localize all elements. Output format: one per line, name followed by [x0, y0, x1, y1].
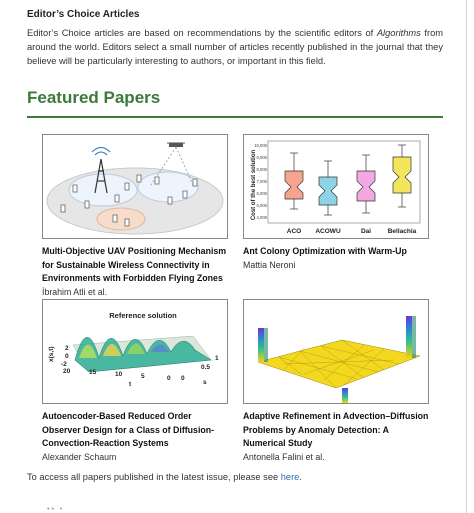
- paper-card[interactable]: [42, 299, 228, 464]
- thumb-s-tick: 1: [215, 355, 219, 362]
- paper-title[interactable]: Multi-Objective UAV Positioning Mechanism for Sustainable Wireless Connectivity in Environments with Forbidden Flying Zones: [42, 246, 227, 283]
- thumb-tick: 5,000: [256, 203, 267, 208]
- thumb-tick: 8,000: [256, 167, 267, 172]
- paper-authors: Mattia Neroni: [243, 259, 296, 270]
- intro-text-2: from around the world. Editors select a small number of articles recently published in the journal that they believe will be particularly interesting to authors, or important in this field.: [27, 28, 443, 66]
- footer-text: To access all papers published in the latest issue, please see: [27, 472, 281, 482]
- thumb-category: Bellachia: [387, 228, 417, 235]
- footer-note: [27, 472, 302, 482]
- intro-text-1: Editor’s Choice articles are based on recommendations by the scientific editors of: [27, 28, 377, 38]
- thumb-z-tick: -2: [61, 361, 67, 368]
- thumb-category: ACOWU: [315, 228, 341, 235]
- paper-thumbnail[interactable]: [243, 299, 429, 404]
- thumb-s-tick: 0: [181, 375, 185, 382]
- thumb-tick: 6,000: [256, 191, 267, 196]
- intro-paragraph: [27, 26, 443, 68]
- heading-divider: [27, 116, 443, 118]
- share-icons: •• •: [47, 506, 65, 513]
- mesh-surface-plot-icon: [244, 300, 428, 403]
- thumb-t-tick: 15: [89, 369, 97, 376]
- uav-network-diagram-icon: [43, 135, 227, 238]
- thumb-z-tick: 2: [65, 345, 69, 352]
- section-title: Editor’s Choice Articles: [27, 9, 140, 20]
- paper-thumbnail[interactable]: [42, 299, 228, 404]
- paper-card[interactable]: [42, 134, 228, 299]
- thumb-t-tick: 0: [167, 375, 171, 382]
- paper-title[interactable]: Autoencoder-Based Reduced Order Observer Design for a Class of Diffusion-Convection-Reaction Systems: [42, 411, 215, 448]
- thumb-t-tick: 20: [63, 368, 71, 375]
- page-border: [466, 0, 467, 513]
- paper-card[interactable]: [243, 134, 429, 272]
- footer-end: .: [299, 472, 302, 482]
- paper-card[interactable]: [243, 299, 429, 464]
- paper-thumbnail[interactable]: [243, 134, 429, 239]
- paper-title[interactable]: Adaptive Refinement in Advection–Diffusion Problems by Anomaly Detection: A Numerical Study: [243, 411, 429, 448]
- paper-thumbnail[interactable]: [42, 134, 228, 239]
- boxplot-chart-icon: [244, 135, 428, 238]
- featured-papers-heading: Featured Papers: [27, 88, 161, 107]
- thumb-title: Reference solution: [109, 311, 177, 320]
- thumb-z-tick: 0: [65, 353, 69, 360]
- thumb-category: Dai: [360, 228, 372, 235]
- thumb-tick: 4,000: [256, 215, 267, 220]
- paper-authors: Antonella Falini et al.: [243, 451, 325, 462]
- thumb-t-label: t: [129, 381, 132, 388]
- paper-authors: Alexander Schaum: [42, 451, 117, 462]
- paper-authors: İbrahim Atli et al.: [42, 286, 108, 297]
- thumb-s-label: s: [203, 379, 207, 386]
- thumb-z-label: x(s,t): [48, 346, 55, 362]
- thumb-category: ACO: [286, 228, 302, 235]
- thumb-tick: 9,000: [256, 155, 267, 160]
- thumb-t-tick: 5: [141, 373, 145, 380]
- thumb-tick: 10,000: [254, 143, 267, 148]
- thumb-t-tick: 10: [115, 371, 123, 378]
- thumb-s-tick: 0.5: [201, 364, 211, 371]
- thumb-y-label: Cost of the best solution: [251, 149, 257, 221]
- thumb-tick: 7,000: [256, 179, 267, 184]
- latest-issue-link[interactable]: here: [280, 472, 300, 482]
- journal-name: Algorithms: [376, 28, 421, 38]
- surface-plot-icon: [43, 300, 227, 403]
- paper-title[interactable]: Ant Colony Optimization with Warm-Up: [243, 246, 407, 256]
